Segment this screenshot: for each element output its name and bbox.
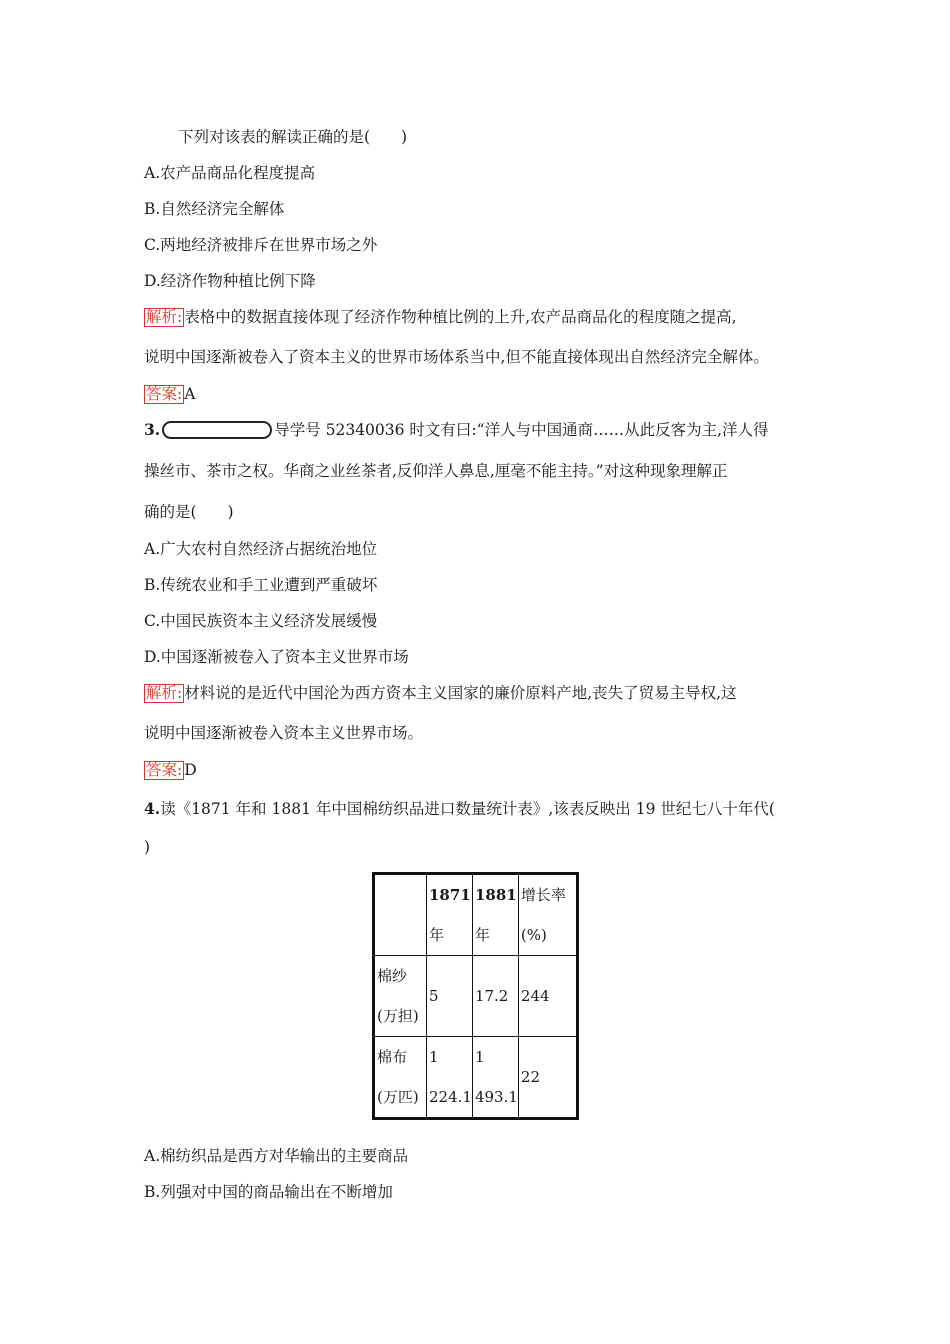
header-1881-year: 1881 xyxy=(474,886,517,904)
q2-option-b: B.自然经济完全解体 xyxy=(144,200,285,218)
value-cloth-rate: 22 xyxy=(520,1068,540,1086)
value-cloth-1871-l1: 1 xyxy=(429,1048,439,1066)
q3-stem-text-1: 导学号 52340036 时文有曰:“洋人与中国通商……从此反客为主,洋人得 xyxy=(274,421,769,439)
table-header-1871 xyxy=(427,874,473,956)
cell-cloth-1881 xyxy=(472,1037,518,1119)
q2-analysis-text-1: 表格中的数据直接体现了经济作物种植比例的上升,农产品商品化的程度随之提高, xyxy=(184,308,737,326)
answer-tag: 答案: xyxy=(146,761,183,779)
q2-answer-value: A xyxy=(184,385,196,403)
q2-option-d: D.经济作物种植比例下降 xyxy=(144,272,316,290)
q3-answer-value: D xyxy=(184,761,197,779)
q3-stem-line-1 xyxy=(144,420,769,440)
q2-option-a: A.农产品商品化程度提高 xyxy=(144,164,316,182)
table-corner-cell xyxy=(374,874,427,956)
row-label-yarn xyxy=(374,956,427,1037)
analysis-tag: 解析: xyxy=(146,308,183,326)
q4-stem-line-1 xyxy=(144,799,775,819)
row-yarn-unit: (万担) xyxy=(377,1007,419,1025)
q3-option-a: A.广大农村自然经济占据统治地位 xyxy=(144,540,378,558)
cell-cloth-1871 xyxy=(427,1037,473,1119)
cell-yarn-rate xyxy=(518,956,577,1037)
q4-stem-text-1: 读《1871 年和 1881 年中国棉纺织品进口数量统计表》,该表反映出 19 世纪七八十年代( xyxy=(160,800,775,818)
row-yarn-name: 棉纱 xyxy=(377,967,408,985)
q4-number: 4. xyxy=(144,799,161,818)
q3-answer xyxy=(144,760,197,780)
q3-option-b: B.传统农业和手工业遭到严重破坏 xyxy=(144,576,378,594)
q2-option-c: C.两地经济被排斥在世界市场之外 xyxy=(144,236,378,254)
header-1871-year: 1871 xyxy=(429,886,471,904)
import-statistics-table xyxy=(372,872,579,1120)
cell-yarn-1871 xyxy=(427,956,473,1037)
q2-analysis xyxy=(144,307,737,327)
table-header-rate xyxy=(518,874,577,956)
q3-analysis-text-2: 说明中国逐渐被卷入资本主义世界市场。 xyxy=(144,724,424,742)
value-cloth-1881-l1: 1 xyxy=(474,1048,485,1066)
value-cloth-1881-l2: 493.1 xyxy=(474,1088,518,1106)
row-label-cloth xyxy=(374,1037,427,1119)
header-1881-unit: 年 xyxy=(474,926,490,944)
q3-stem-line-3: 确的是( ) xyxy=(144,503,234,521)
q3-analysis-text-1: 材料说的是近代中国沦为西方资本主义国家的廉价原料产地,丧失了贸易主导权,这 xyxy=(184,684,737,702)
table-row xyxy=(374,956,578,1037)
value-yarn-1881: 17.2 xyxy=(474,987,509,1005)
value-yarn-rate: 244 xyxy=(520,987,550,1005)
q3-option-c: C.中国民族资本主义经济发展缓慢 xyxy=(144,612,378,630)
cell-cloth-rate xyxy=(518,1037,577,1119)
q3-stem-line-2: 操丝市、茶市之权。华商之业丝茶者,反仰洋人鼻息,厘毫不能主持。”对这种现象理解正 xyxy=(144,462,728,480)
value-cloth-1871-l2: 224.1 xyxy=(429,1088,472,1106)
table-header-1881 xyxy=(472,874,518,956)
row-cloth-name: 棉布 xyxy=(377,1048,408,1066)
answer-tag: 答案: xyxy=(146,385,183,403)
q4-option-a: A.棉纺织品是西方对华输出的主要商品 xyxy=(144,1147,409,1165)
guide-number-box xyxy=(162,421,272,439)
q2-stem: 下列对该表的解读正确的是( ) xyxy=(178,128,408,146)
header-rate-unit: (%) xyxy=(520,926,547,944)
q3-number: 3. xyxy=(144,420,161,439)
table-header-row xyxy=(374,874,578,956)
value-yarn-1871: 5 xyxy=(429,987,439,1005)
q3-analysis xyxy=(144,683,737,703)
q4-stem-line-2: ) xyxy=(144,838,151,856)
q2-analysis-text-2: 说明中国逐渐被卷入了资本主义的世界市场体系当中,但不能直接体现出自然经济完全解体。 xyxy=(144,348,769,366)
q4-option-b: B.列强对中国的商品输出在不断增加 xyxy=(144,1183,393,1201)
header-rate-label: 增长率 xyxy=(520,886,566,904)
q3-option-d: D.中国逐渐被卷入了资本主义世界市场 xyxy=(144,648,409,666)
table-row xyxy=(374,1037,578,1119)
q2-answer xyxy=(144,384,195,404)
analysis-tag: 解析: xyxy=(146,684,183,702)
row-cloth-unit: (万匹) xyxy=(377,1088,419,1106)
cell-yarn-1881 xyxy=(472,956,518,1037)
header-1871-unit: 年 xyxy=(429,926,445,944)
